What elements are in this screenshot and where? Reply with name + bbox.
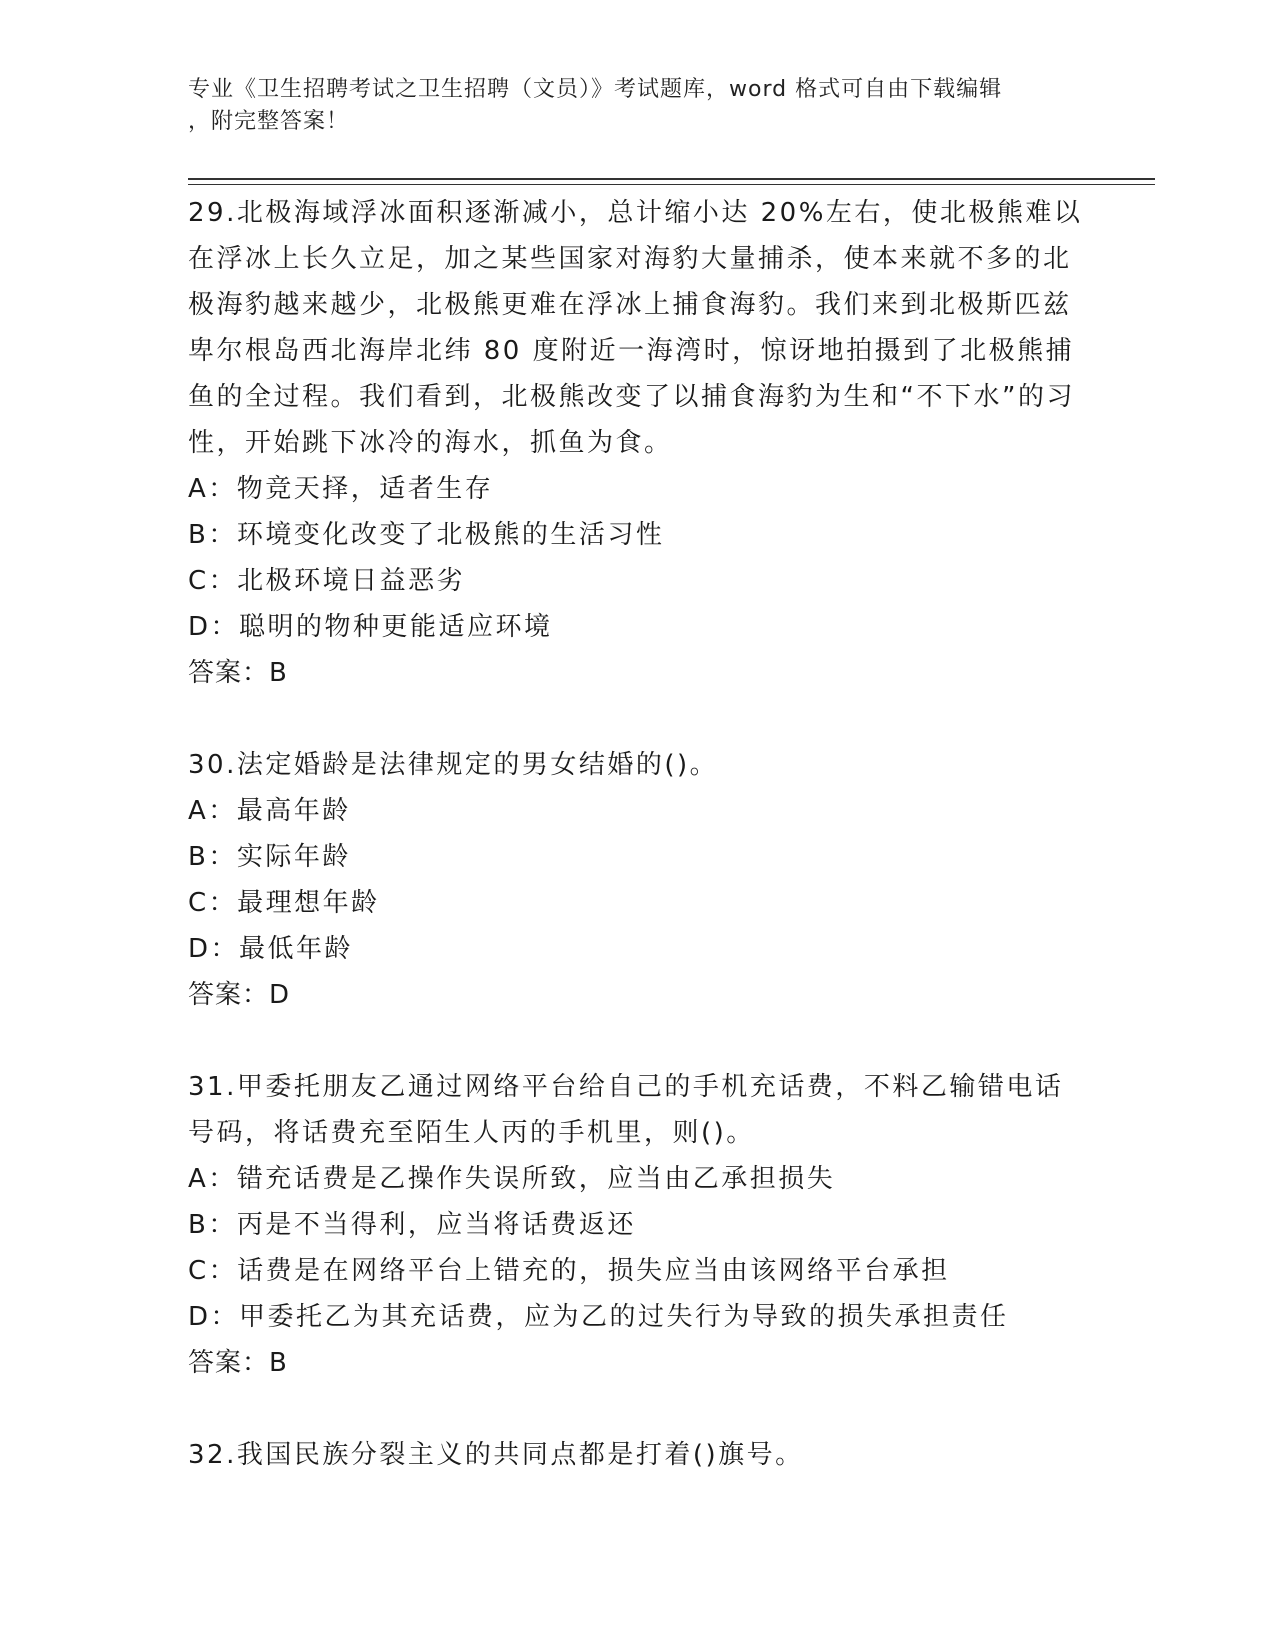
option-d: D：聪明的物种更能适应环境 xyxy=(188,612,553,642)
option-b: B：丙是不当得利，应当将话费返还 xyxy=(188,1210,636,1240)
header-line-1: 专业《卫生招聘考试之卫生招聘（文员）》考试题库，word 格式可自由下载编辑 xyxy=(188,77,1003,102)
answer: 答案：D xyxy=(188,980,291,1010)
question-32 xyxy=(188,1432,1088,1478)
question-30 xyxy=(188,742,1088,1018)
option-c: C：话费是在网络平台上错充的，损失应当由该网络平台承担 xyxy=(188,1256,950,1286)
question-29 xyxy=(188,190,1088,696)
spacer xyxy=(188,1018,1088,1064)
document-header xyxy=(188,74,1068,138)
header-divider-thin xyxy=(188,184,1155,185)
question-text: 31.甲委托朋友乙通过网络平台给自己的手机充话费，不料乙输错电话号码，将话费充至陌生人丙的手机里，则()。 xyxy=(188,1072,1064,1148)
option-c: C：最理想年龄 xyxy=(188,888,380,918)
option-a: A：最高年龄 xyxy=(188,796,351,826)
option-a: A：错充话费是乙操作失误所致，应当由乙承担损失 xyxy=(188,1164,836,1194)
question-text: 32.我国民族分裂主义的共同点都是打着()旗号。 xyxy=(188,1440,804,1470)
answer: 答案：B xyxy=(188,658,288,688)
option-b: B：环境变化改变了北极熊的生活习性 xyxy=(188,520,665,550)
header-line-2: ，附完整答案！ xyxy=(188,109,350,134)
spacer xyxy=(188,696,1088,742)
spacer xyxy=(188,1386,1088,1432)
answer: 答案：B xyxy=(188,1348,288,1378)
header-divider-thick xyxy=(188,178,1155,180)
option-c: C：北极环境日益恶劣 xyxy=(188,566,466,596)
question-31 xyxy=(188,1064,1088,1386)
question-text: 30.法定婚龄是法律规定的男女结婚的()。 xyxy=(188,750,719,780)
option-d: D：最低年龄 xyxy=(188,934,354,964)
question-list xyxy=(188,190,1088,1478)
option-a: A：物竞天择，适者生存 xyxy=(188,474,494,504)
question-text: 29.北极海域浮冰面积逐渐减小，总计缩小达 20%左右，使北极熊难以在浮冰上长久立足，加之某些国家对海豹大量捕杀，使本来就不多的北极海豹越来越少，北极熊更难在浮冰上捕食海豹。我们来到北极斯匹兹卑尔根岛西北海岸北纬 80 度附近一海湾时，惊讶地拍摄到了北极熊捕鱼的全过程。我们看到，北极熊改变了以捕食海豹为生和“不下水”的习性，开始跳下冰冷的海水，抓鱼为食。 xyxy=(188,198,1083,458)
option-d: D：甲委托乙为其充话费，应为乙的过失行为导致的损失承担责任 xyxy=(188,1302,1009,1332)
option-b: B：实际年龄 xyxy=(188,842,351,872)
